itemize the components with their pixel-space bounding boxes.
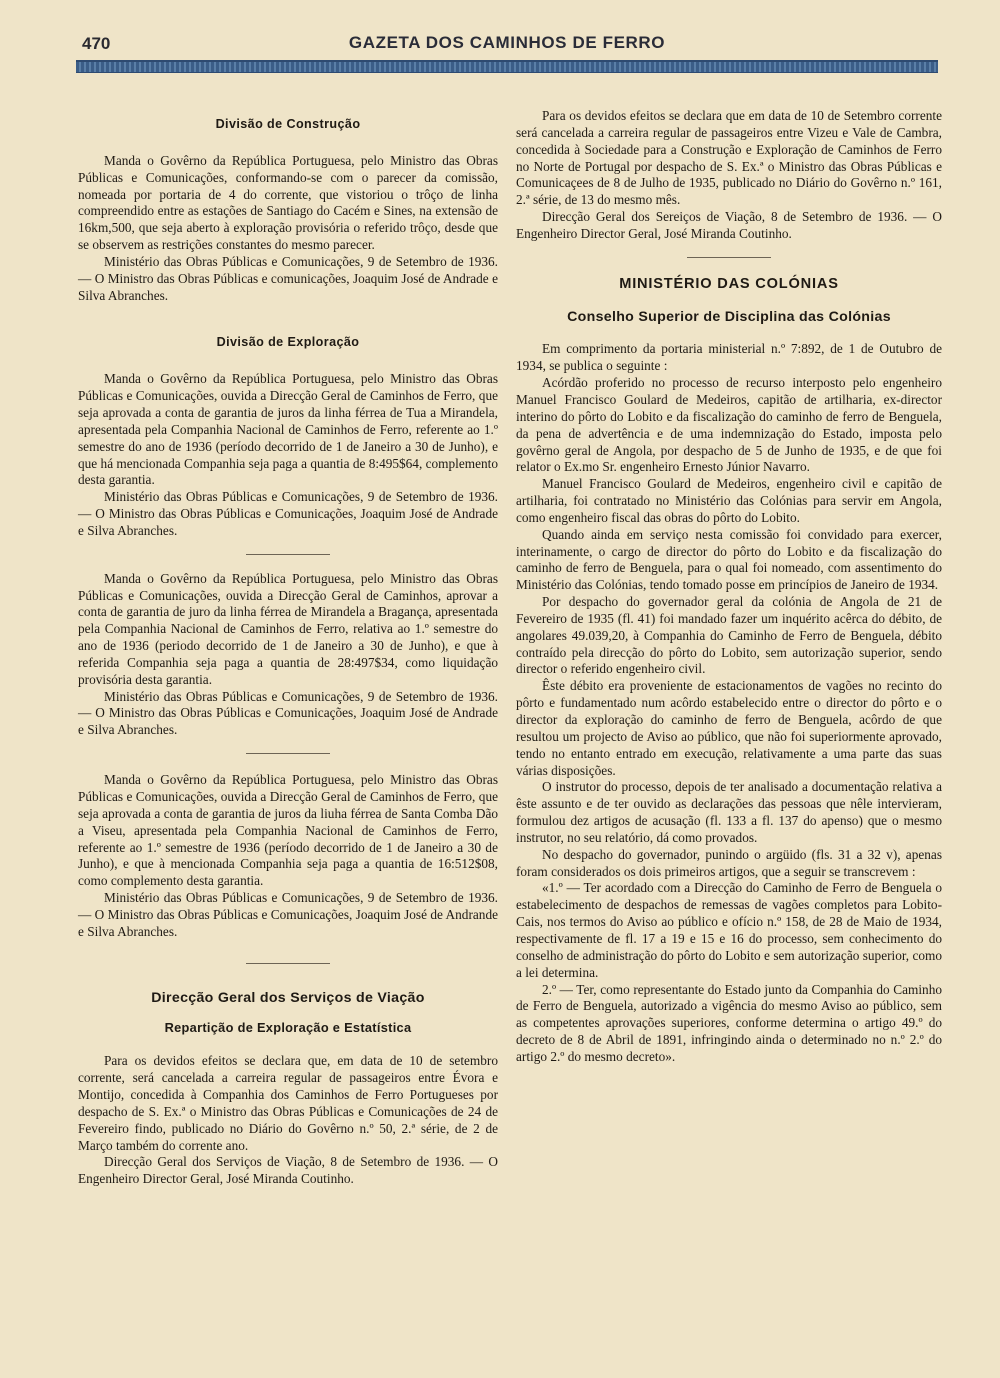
journal-title: GAZETA DOS CAMINHOS DE FERRO xyxy=(348,33,666,52)
paragraph: Para os devidos efeitos se declara que em data de 10 de Setembro corrente será cancelada a carreira regular de passageiros entre Vizeu e Vale de Cambra, concedida à Sociedade para a Construção e Exploração de Caminhos de Ferro no Norte de Portugal por despacho de S. Ex.ª o Ministro das Obras Públicas e Comunicaçees de 8 de Julho de 1935, publicado no Diário do Govêrno n.º 161, 2.ª série, de 13 do mesmo mês. xyxy=(516,108,942,208)
right-column xyxy=(516,108,942,1066)
paragraph: Êste débito era proveniente de estacionamentos de vagões no recinto do pôrto e fundamentado num acôrdo estabelecido entre o director do pôrto e o director da exploração do caminho de ferro de Benguela, acôrdo de que resultou um projecto de Aviso ao público, que não foi superiormente aprovado, tendo no entanto entrado em execução, relativamente a uma parte das suas várias disposições. xyxy=(516,678,942,778)
heading-division-construction: Divisão de Construção xyxy=(215,117,361,131)
paragraph: Ministério das Obras Públicas e Comunicações, 9 de Setembro de 1936. — O Ministro das Obras Públicas e Comunicações, Joaquim José de Andrande e Silva Abranches. xyxy=(78,890,498,939)
paragraph: Direcção Geral dos Sereiços de Viação, 8 de Setembro de 1936. — O Engenheiro Director Geral, José Miranda Coutinho. xyxy=(516,209,942,241)
heading-direction-viacao: Direcção Geral dos Serviços de Viação xyxy=(151,989,425,1006)
paragraph: No despacho do governador, punindo o argüido (fls. 31 a 32 v), apenas foram considerados os dois primeiros artigos, que a seguir se transcrevem : xyxy=(516,846,942,879)
paragraph: Ministério das Obras Públicas e Comunicações, 9 de Setembro de 1936. — O Ministro das Obras Públicas e Comunicações, Joaquim José de Andrade e Silva Abranches. xyxy=(78,489,498,538)
heading-ministry: MINISTÉRIO DAS COLÓNIAS xyxy=(619,275,839,292)
paragraph: 2.º — Ter, como representante do Estado junto da Companhia do Caminho de Ferro de Benguela, autorizado a vigência do mesmo Aviso ao público, sem as competentes aprovações superiores, conforme determina o artigo 49.º do decreto de 8 de Abril de 1891, infringindo ainda o determinado no n.º 2.º do artigo 2.º do mesmo decreto». xyxy=(516,981,942,1064)
header-rule xyxy=(76,60,938,73)
heading-repartition: Repartição de Exploração e Estatística xyxy=(164,1020,412,1036)
page-header xyxy=(76,30,938,56)
paragraph: Manda o Govêrno da República Portuguesa, pelo Ministro das Obras Públicas e Comunicações, ouvida a Direcção Geral de Caminhos de Ferro, que seja aprovada a conta de garantia de juros da linha férrea de Tua a Mirandela, apresentada pela Companhia Nacional de Caminhos de Ferro, referente ao 1.º semestre do ano de 1936 (período decorrido de 1 de Janeiro a 30 de Junho), e que há mencionada Companhia seja paga a quantia de 8:495$64, complemento desta garantia. xyxy=(78,371,498,488)
heading-division-exploration: Divisão de Exploração xyxy=(216,335,360,350)
page-number: 470 xyxy=(82,34,111,53)
paragraph: Ministério das Obras Públicas e Comunicações, 9 de Setembro de 1936. — O Ministro das Obras Públicas e Comunicações, Joaquim José de Andrade e Silva Abranches. xyxy=(78,688,498,738)
paragraph: Ministério das Obras Públicas e Comunicações, 9 de Setembro de 1936. — O Ministro das Obras Públicas e comunicações, Joaquim José de Andrade e Silva Abranches. xyxy=(78,253,498,303)
paragraph: Manuel Francisco Goulard de Medeiros, engenheiro civil e capitão de artilharia, foi contratado no Ministério das Colónias para servir em Angola, como engenheiro fiscal das obras do pôrto do Lobito. xyxy=(516,476,942,525)
paragraph: Manda o Govêrno da República Portuguesa, pelo Ministro das Obras Públicas e Comunicações, ouvida a Direcção Geral de Caminhos, aprovar a conta de garantia de juro da linha férrea de Mirandela a Bragança, apresentada pela Companhia Nacional de Caminhos de Ferro, relativa ao 1.º semestre do ano de 1936 (periodo decorrido de 1 de Janeiro a 30 de Junho), e que à referida Companhia seja paga a quantia de 28:497$34, como liquidação provisória desta garantia. xyxy=(78,570,498,687)
left-column xyxy=(78,108,498,1188)
paragraph: Para os devidos efeitos se declara que, em data de 10 de setembro corrente, será cancelada a carreira regular de passageiros entre Évora e Montijo, concedida à Companhia dos Caminhos de Ferro Portugueses por despacho de S. Ex.ª o Ministro das Obras Públicas e Comunicações de 24 de Fevereiro findo, publicado no Diário do Govêrno n.º 50, 2.ª série, de 2 de Março também do corrente ano. xyxy=(78,1053,498,1153)
paragraph: O instrutor do processo, depois de ter analisado a documentação relativa a êste assunto e de ter ouvido as declarações das pessoas que nêle intervieram, formulou dez artigos de acusação (fl. 133 a fl. 137 do apenso) que o mesmo instrutor, no seu relatório, dá como provados. xyxy=(516,779,942,845)
paragraph: Manda o Govêrno da República Portuguesa, pelo Ministro das Obras Públicas e Comunicações, conformando-se com o parecer da comissão, nomeada por portaria de 4 do corrente, que vistoriou o trôço de linha compreendido entre as estações de Santiago do Cacém e Sines, na extensão de 16km,500, que seja aberto à exploração provisória o referido trôço, desde que se observem as restrições constantes do mesmo parecer. xyxy=(78,152,498,253)
heading-council: Conselho Superior de Disciplina das Colónias xyxy=(567,308,891,325)
paragraph: «1.º — Ter acordado com a Direcção do Caminho de Ferro de Benguela o estabelecimento de despachos de remessas de vagões completos para Lobito-Cais, nos termos do Aviso ao público e ofício n.º 158, de 28 de Maio de 1934, respectivamente de fl. 17 a 19 e 15 e 16 do processo, sem conhecimento do conselho de administração do pôrto do Lobito e sem autorização superior, como a lei determina. xyxy=(516,880,942,980)
paragraph: Por despacho do governador geral da colónia de Angola de 21 de Fevereiro de 1935 (fl. 41) foi mandado fazer um inquérito acêrca do débito, de angolares 49.039,20, à Companhia do Caminho de Ferro de Benguela, débito contraído pela direcção do pôrto do Lobito, sem autorização superior, sendo director o referido engenheiro civil. xyxy=(516,594,942,677)
paragraph: Manda o Govêrno da República Portuguesa, pelo Ministro das Obras Públicas e Comunicações, ouvida a Direcção Geral de Caminhos de Ferro, que seja aprovada a conta de garantia de juros da liuha férrea de Santa Comba Dão a Viseu, apresentada pela Companhia Nacional de Caminhos de Ferro, referente ao 1.º semestre de 1936 (período decorrido de 1 de Janeiro a 30 de Junho), e que à mencionada Companhia seja paga a quantia de 16:512$08, como complemento desta garantia. xyxy=(78,772,498,889)
paragraph: Quando ainda em serviço nesta comissão foi convidado para exercer, interinamente, o cargo de director do pôrto do Lobito e da fiscalização do caminho de ferro de Benguela, para o qual foi nomeado, com assentimento do Ministério das Colónias, tendo tomado posse em princípios de Janeiro de 1934. xyxy=(516,526,942,593)
paragraph: Acórdão proferido no processo de recurso interposto pelo engenheiro Manuel Francisco Goulard de Medeiros, capitão de artilharia, ex-director interino do pôrto do Lobito e da fiscalização do caminho de ferro de Benguela, da pena de advertência e de uma indemnização do Estado, imposta pelo govêrno geral de Angola, por despacho de 5 de Junho de 1935, e de que foi relator o Ex.mo Sr. engenheiro Ernesto Júnior Navarro. xyxy=(516,375,942,475)
paragraph: Em comprimento da portaria ministerial n.º 7:892, de 1 de Outubro de 1934, se publica o seguinte : xyxy=(516,341,942,374)
paragraph: Direcção Geral dos Serviços de Viação, 8 de Setembro de 1936. — O Engenheiro Director Geral, José Miranda Coutinho. xyxy=(78,1154,498,1187)
